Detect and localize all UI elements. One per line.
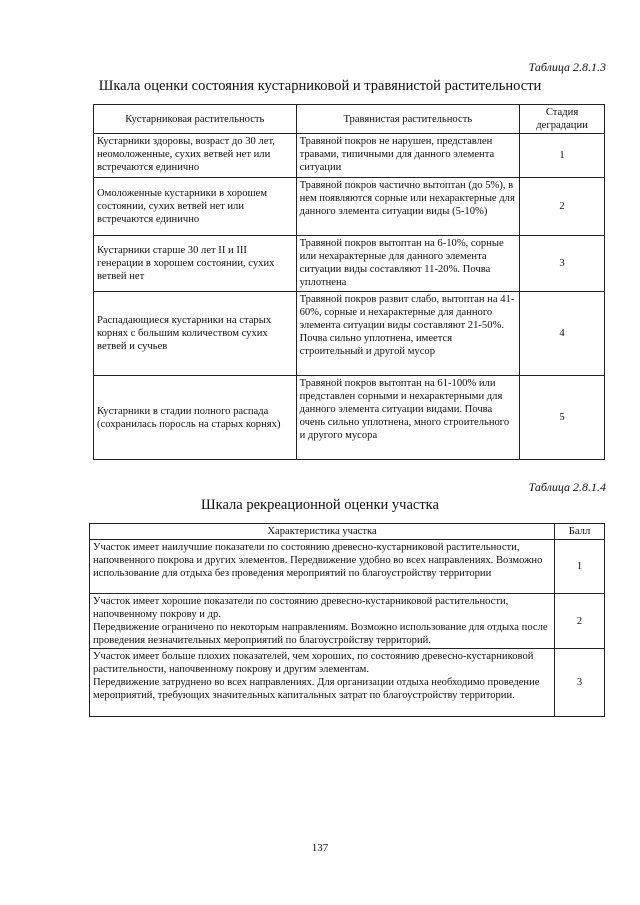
- table-row: [90, 594, 605, 649]
- stage-cell: 3: [520, 236, 605, 292]
- table-row: [90, 540, 605, 594]
- characteristic-cell: [90, 594, 555, 649]
- table-row: [90, 649, 605, 717]
- characteristic-cell: [90, 649, 555, 717]
- characteristic-text-extra: Передвижение ограничено по некоторым направлениям. Возможно использование для отдыха после проведения незначительных мероприятий по благоустройству территорий.: [93, 622, 548, 646]
- grass-cell: [296, 292, 520, 376]
- header-grass: Травянистая растительность: [296, 105, 520, 134]
- recreation-table: [89, 523, 605, 717]
- grass-text-extra: Почва сильно уплотнена, имеется строительный и другой мусор: [299, 333, 453, 357]
- table-row: [94, 292, 605, 376]
- table2-caption: Таблица 2.8.1.4: [528, 480, 606, 494]
- table-header-row: [94, 105, 605, 134]
- table-header-row: [90, 524, 605, 540]
- characteristic-text: Участок имеет больше плохих показателей, чем хороших, по состоянию древесно-кустарниковой растительности, напочвенному покрову и другим элементам.: [93, 651, 534, 675]
- grass-cell: Травяной покров частично вытоптан (до 5%), в нем появляются сорные или нехарактерные для данного элемента ситуации виды (5-10%): [296, 178, 520, 236]
- grass-cell: Травяной покров не нарушен, представлен травами, типичными для данного элемента ситуации: [296, 134, 520, 178]
- table-row: [94, 178, 605, 236]
- characteristic-text: Участок имеет хорошие показатели по состоянию древесно-кустарниковой растительности, напочвенному покрову и др.: [93, 596, 509, 620]
- header-shrub: Кустарниковая растительность: [94, 105, 297, 134]
- table2-title: Шкала рекреационной оценки участка: [201, 497, 439, 513]
- stage-cell: 5: [520, 376, 605, 460]
- header-score: Балл: [555, 524, 605, 540]
- score-cell: 2: [555, 594, 605, 649]
- score-cell: 3: [555, 649, 605, 717]
- header-characteristic: Характеристика участка: [90, 524, 555, 540]
- header-stage: Стадия деградации: [520, 105, 605, 134]
- stage-cell: 4: [520, 292, 605, 376]
- table-row: [94, 134, 605, 178]
- stage-cell: 1: [520, 134, 605, 178]
- stage-cell: 2: [520, 178, 605, 236]
- characteristic-cell: Участок имеет наилучшие показатели по состоянию древесно-кустарниковой растительности, напочвенного покрова и других элементов. Передвижение удобно во всех направлениях. Возможно использование для отдыха без проведения мероприятий по благоустройству территории: [90, 540, 555, 594]
- grass-text: Травяной покров развит слабо, вытоптан на 41-60%, сорные и нехарактерные для данного элемента ситуации виды составляют 21-50%.: [299, 294, 515, 331]
- table-row: [94, 236, 605, 292]
- score-cell: 1: [555, 540, 605, 594]
- shrub-cell: Омоложенные кустарники в хорошем состоянии, сухих ветвей нет или встречаются единично: [94, 178, 297, 236]
- shrub-cell: Распадающиеся кустарники на старых корнях с большим количеством сухих ветвей и сучьев: [94, 292, 297, 376]
- table-row: [94, 376, 605, 460]
- grass-cell: Травяной покров вытоптан на 61-100% или представлен сорными и нехарактерными для данного элемента ситуации видами. Почва очень сильно уплотнена, много строительного и другого мусора: [296, 376, 520, 460]
- shrub-cell: Кустарники старше 30 лет II и III генерации в хорошем состоянии, сухих ветвей нет: [94, 236, 297, 292]
- shrub-cell: Кустарники здоровы, возраст до 30 лет, неомоложенные, сухих ветвей нет или встречаются единично: [94, 134, 297, 178]
- degradation-table: [93, 104, 605, 460]
- grass-cell: Травяной покров вытоптан на 6-10%, сорные или нехарактерные для данного элемента ситуации виды составляют 11-20%. Почва уплотнена: [296, 236, 520, 292]
- table1-title: Шкала оценки состояния кустарниковой и травянистой растительности: [98, 78, 542, 94]
- page-number: 137: [311, 842, 329, 854]
- shrub-cell: Кустарники в стадии полного распада (сохранилась поросль на старых корнях): [94, 376, 297, 460]
- table1-caption: Таблица 2.8.1.3: [528, 60, 606, 74]
- characteristic-text-extra: Передвижение затруднено во всех направлениях. Для организации отдыха необходимо проведение мероприятий, требующих значительных капитальных затрат по благоустройству территории.: [93, 677, 540, 701]
